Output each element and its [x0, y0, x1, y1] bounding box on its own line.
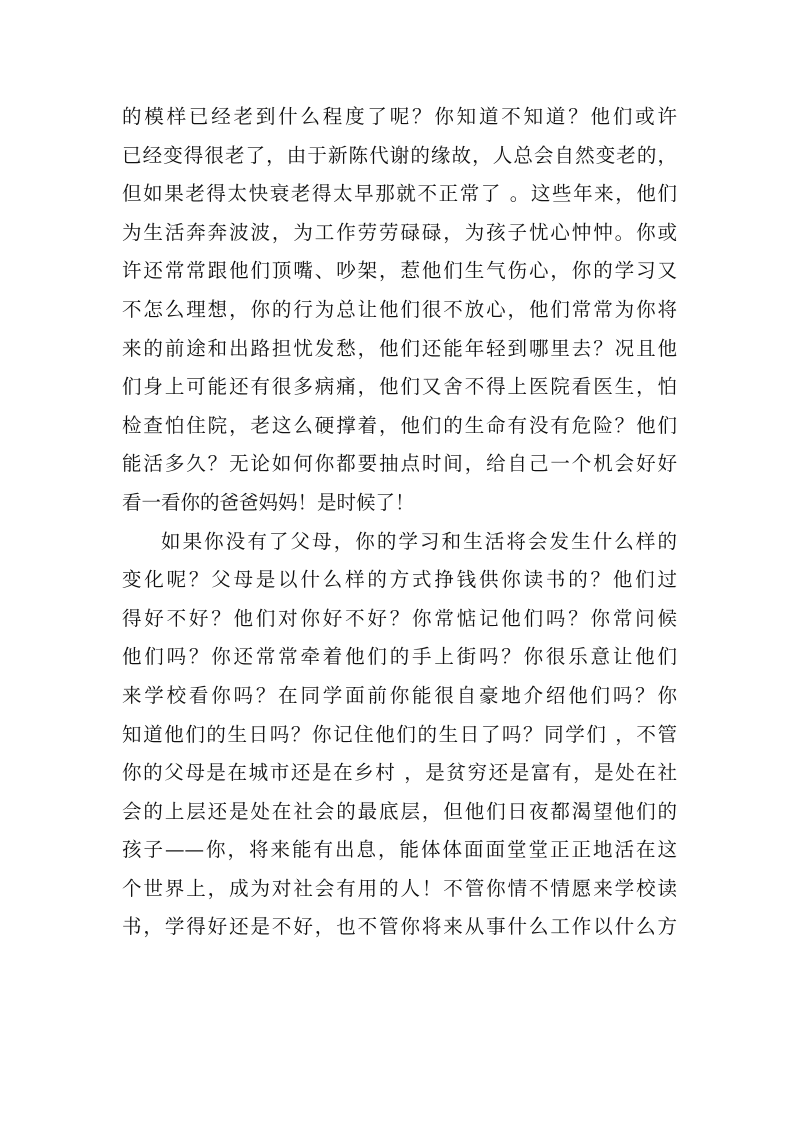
- text-line: 个世界上，成为对社会有用的人！不管你情不情愿来学校读: [122, 876, 677, 900]
- text-line: 已经变得很老了，由于新陈代谢的缘故，人总会自然变老的，: [122, 143, 677, 167]
- text-line: 为生活奔奔波波，为工作劳劳碌碌，为孩子忧心忡忡。你或: [122, 220, 677, 244]
- text-line: 变化呢？父母是以什么样的方式挣钱供你读书的？他们过: [122, 568, 677, 592]
- text-line: 能活多久？无论如何你都要抽点时间，给自己一个机会好好: [122, 452, 677, 476]
- text-line: 知道他们的生日吗？你记住他们的生日了吗？同学们 ，不管: [122, 722, 677, 746]
- paragraph-1: [122, 98, 677, 523]
- text-line: 孩子——你，将来能有出息，能体体面面堂堂正正地活在这: [122, 838, 677, 862]
- text-line: 书，学得好还是不好，也不管你将来从事什么工作以什么方: [122, 915, 677, 939]
- text-line: 们身上可能还有很多病痛，他们又舍不得上医院看医生，怕: [122, 375, 677, 399]
- text-line: 不怎么理想，你的行为总让他们很不放心，他们常常为你将: [122, 297, 677, 321]
- text-line: 但如果老得太快衰老得太早那就不正常了 。这些年来，他们: [122, 182, 677, 206]
- paragraph-2: [122, 523, 677, 948]
- text-line: 看一看你的爸爸妈妈！是时候了！: [122, 490, 415, 514]
- text-line: 得好不好？他们对你好不好？你常惦记他们吗？你常问候: [122, 606, 677, 630]
- text-line: 他们吗？你还常常牵着他们的手上街吗？你很乐意让他们: [122, 645, 677, 669]
- text-line: 来的前途和出路担忧发愁，他们还能年轻到哪里去？况且他: [122, 336, 677, 360]
- text-line: 来学校看你吗？在同学面前你能很自豪地介绍他们吗？你: [122, 683, 677, 707]
- text-line: 你的父母是在城市还是在乡村 ，是贫穷还是富有，是处在社: [122, 761, 677, 785]
- document-body: [122, 98, 677, 947]
- text-line: 的模样已经老到什么程度了呢？你知道不知道？他们或许: [122, 105, 677, 128]
- text-line: 许还常常跟他们顶嘴、吵架，惹他们生气伤心，你的学习又: [122, 259, 677, 283]
- text-line: 如果你没有了父母，你的学习和生活将会发生什么样的: [161, 529, 677, 553]
- text-line: 检查怕住院，老这么硬撑着，他们的生命有没有危险？他们: [122, 413, 677, 437]
- text-line: 会的上层还是处在社会的最底层，但他们日夜都渴望他们的: [122, 799, 677, 823]
